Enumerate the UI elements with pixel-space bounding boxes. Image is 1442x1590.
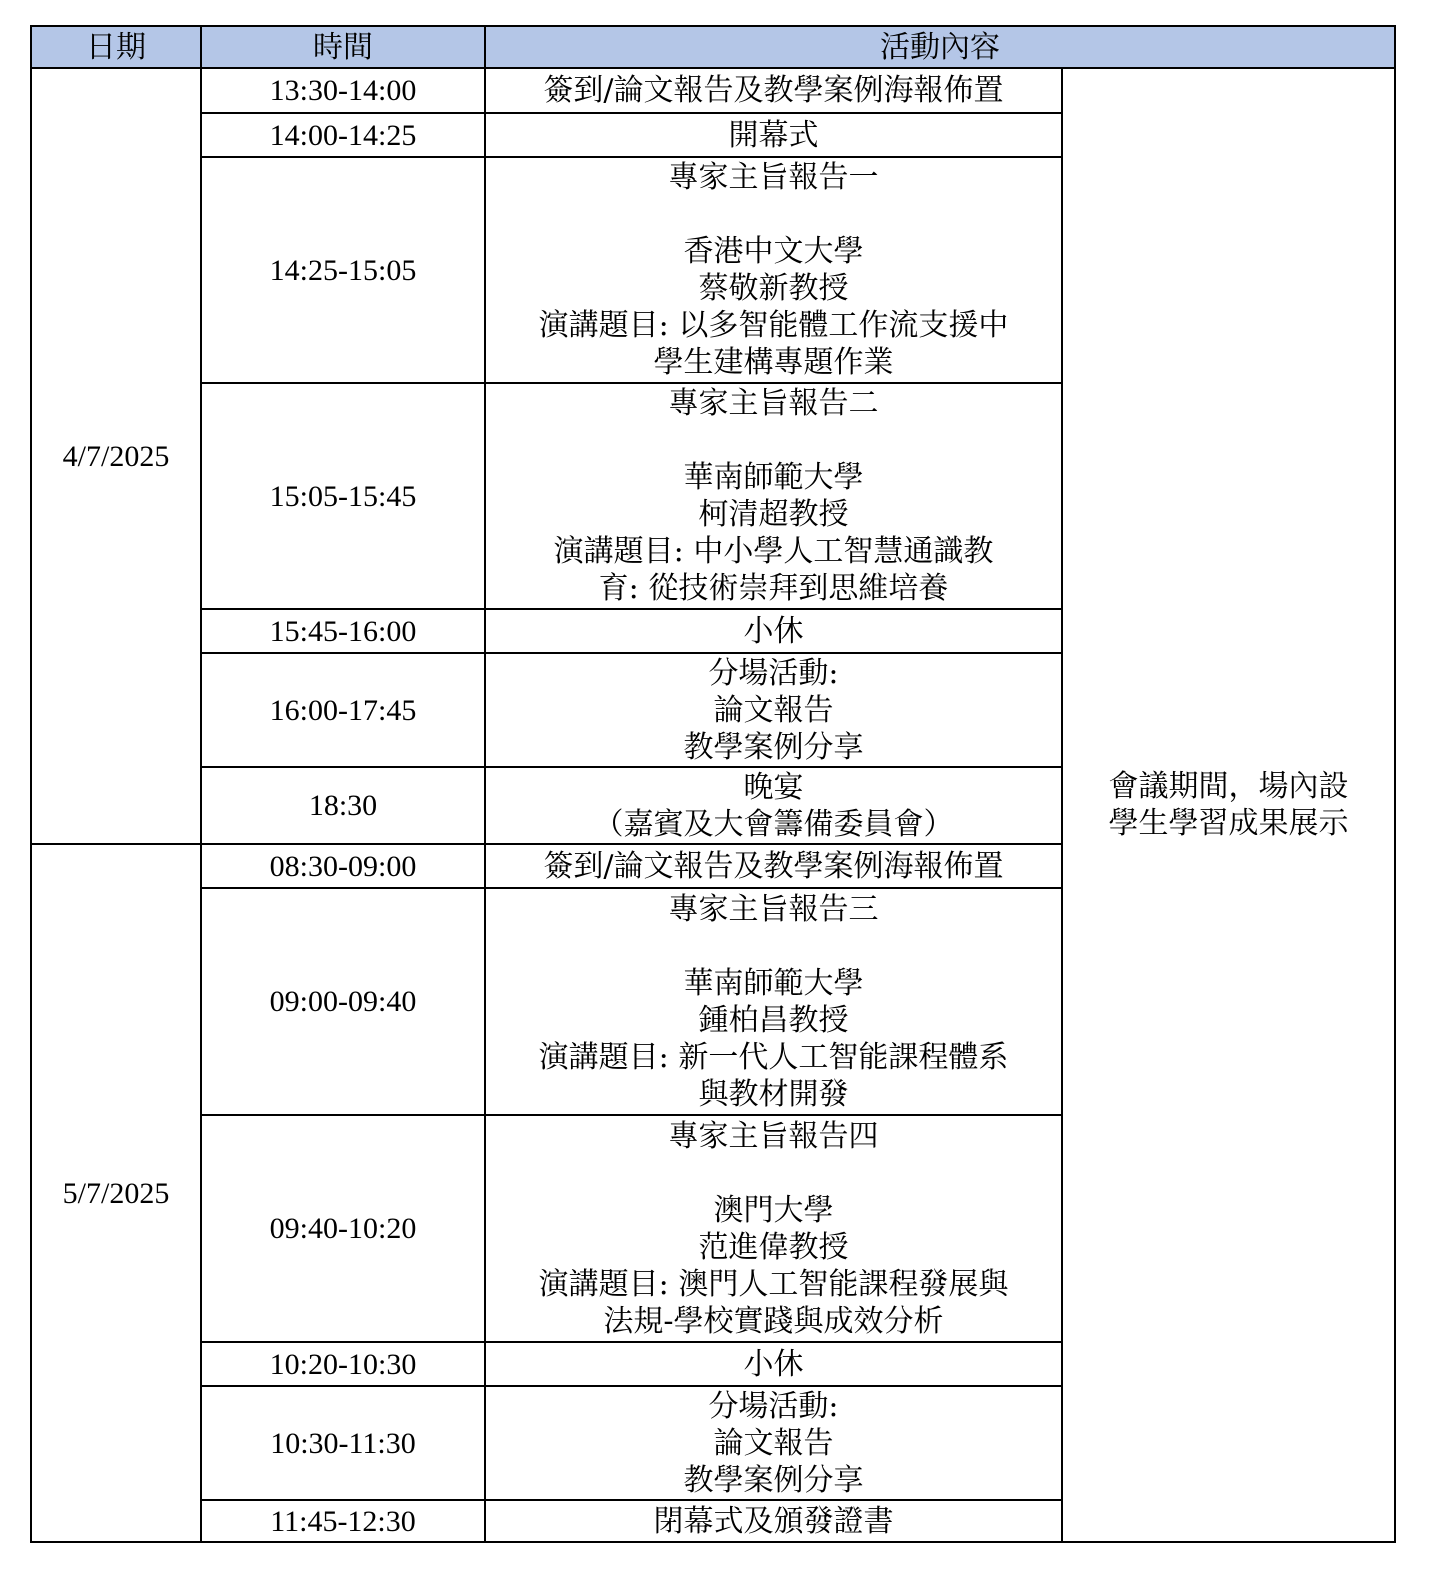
activity-line: 簽到/論文報告及教學案例海報佈置 [543,848,1004,884]
activity-line: 分場活動: [708,1388,839,1424]
side-note [1062,68,1395,1542]
activity-line: 專家主旨報告三 [668,891,879,927]
session-time: 15:05-15:45 [201,383,485,609]
header-row [31,26,1395,68]
activity-line: 演講題目: 中小學人工智慧通識教 [553,534,994,569]
session-activity [485,157,1062,383]
activity-line: 育: 從技術崇拜到思維培養 [598,571,949,606]
activity-line: 晚宴 [743,769,804,805]
activity-line: 開幕式 [728,117,819,153]
activity-line: 澳門大學 [713,1192,834,1228]
session-activity [485,383,1062,609]
session-time: 16:00-17:45 [201,653,485,767]
activity-line: 柯清超教授 [698,497,849,532]
session-activity [485,68,1062,113]
session-time: 09:00-09:40 [201,888,485,1115]
activity-line: 華南師範大學 [683,965,864,1001]
activity-line: 學生建構專題作業 [653,345,894,380]
activity-line: 分場活動: [708,655,839,691]
session-time: 13:30-14:00 [201,68,485,113]
session-activity [485,653,1062,767]
activity-spacer [486,928,1061,965]
activity-line: 小休 [743,1346,804,1382]
session-activity [485,1115,1062,1342]
session-activity [485,1500,1062,1542]
activity-line: 演講題目: 澳門人工智能課程發展與 [538,1266,1009,1302]
activity-line: （嘉賓及大會籌備委員會） [593,806,954,842]
activity-line: 教學案例分享 [683,1462,864,1498]
side-note-line: 會議期間，場內設 [1108,769,1349,804]
session-time: 18:30 [201,767,485,844]
header-time: 時間 [201,26,485,68]
activity-line: 華南師範大學 [683,460,864,495]
session-time: 14:00-14:25 [201,113,485,157]
session-time: 08:30-09:00 [201,844,485,888]
activity-spacer [486,422,1061,459]
activity-line: 香港中文大學 [683,234,864,269]
session-activity [485,1386,1062,1500]
session-activity [485,888,1062,1115]
activity-spacer [486,1155,1061,1192]
session-time: 14:25-15:05 [201,157,485,383]
activity-line: 專家主旨報告二 [668,386,879,421]
session-activity [485,844,1062,888]
activity-line: 法規-學校實踐與成效分析 [603,1303,944,1339]
activity-line: 簽到/論文報告及教學案例海報佈置 [543,73,1004,108]
activity-line: 鍾柏昌教授 [698,1002,849,1038]
header-activity: 活動內容 [485,26,1395,68]
activity-line: 閉幕式及頒發證書 [653,1503,894,1539]
session-activity [485,767,1062,844]
header-date: 日期 [31,26,201,68]
session-time: 11:45-12:30 [201,1500,485,1542]
activity-line: 與教材開發 [698,1076,849,1112]
session-time: 09:40-10:20 [201,1115,485,1342]
activity-line: 論文報告 [713,1425,834,1461]
session-activity [485,609,1062,653]
side-note-line: 學生學習成果展示 [1108,806,1349,841]
session-activity [485,113,1062,157]
activity-line: 蔡敬新教授 [698,271,849,306]
session-time: 15:45-16:00 [201,609,485,653]
activity-line: 演講題目: 以多智能體工作流支援中 [538,308,1009,343]
day-date: 4/7/2025 [31,68,201,844]
session-time: 10:30-11:30 [201,1386,485,1500]
activity-spacer [486,196,1061,233]
day-date: 5/7/2025 [31,844,201,1542]
activity-line: 論文報告 [713,692,834,728]
schedule-table [30,25,1396,1543]
session-time: 10:20-10:30 [201,1342,485,1386]
session-activity [485,1342,1062,1386]
activity-line: 小休 [743,613,804,649]
activity-line: 教學案例分享 [683,729,864,765]
schedule-row [31,68,1395,113]
activity-line: 專家主旨報告四 [668,1118,879,1154]
activity-line: 演講題目: 新一代人工智能課程體系 [538,1039,1009,1075]
activity-line: 范進偉教授 [698,1229,849,1265]
activity-line: 專家主旨報告一 [668,160,879,195]
